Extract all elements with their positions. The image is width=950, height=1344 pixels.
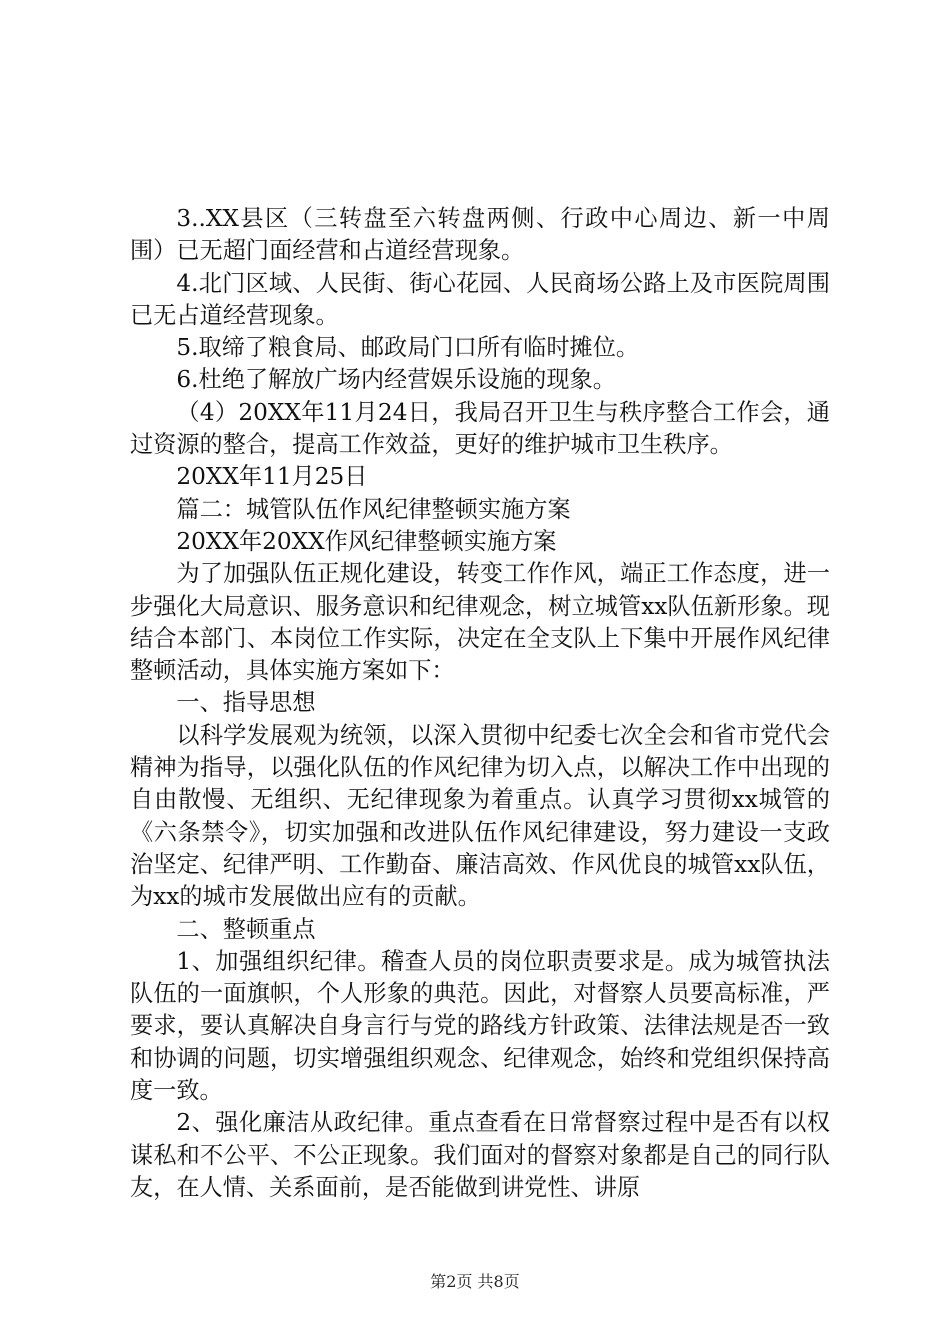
paragraph-organizational-discipline: 1、加强组织纪律。稽查人员的岗位职责要求是。成为城管执法队伍的一面旗帜，个人形象的典范。因此，对督察人员要高标准，严要求，要认真解决自身言行与党的路线方针政策、法律法规是否一致和协调的问题，切实增强组织观念、纪律观念，始终和党组织保持高度一致。 (130, 947, 830, 1105)
paragraph-date: 20XX年11月25日 (176, 463, 368, 491)
section-heading-part-two: 篇二：城管队伍作风纪律整顿实施方案 (176, 495, 571, 523)
page-number-footer: 第2页 共8页 (430, 1272, 520, 1291)
paragraph-integrity-discipline: 2、强化廉洁从政纪律。重点查看在日常督察过程中是否有以权谋私和不公平、不公正现象。我们面对的督察对象都是自己的同行队友，在人情、关系面前，是否能做到讲党性、讲原 (130, 1109, 830, 1201)
paragraph-item-6: 6.杜绝了解放广场内经营娱乐设施的现象。 (176, 366, 616, 394)
paragraph-guiding-ideology: 以科学发展观为统领，以深入贯彻中纪委七次全会和省市党代会精神为指导，以强化队伍的作风纪律为切入点，以解决工作中出现的自由散慢、无组织、无纪律现象为着重点。认真学习贯彻xx城管的《六条禁令》，切实加强和改进队伍作风纪律建设，努力建设一支政治坚定、纪律严明、工作勤奋、廉洁高效、作风优良的城管xx队伍，为xx的城市发展做出应有的贡献。 (130, 721, 830, 911)
paragraph-meeting: （4）20XX年11月24日，我局召开卫生与秩序整合工作会，通过资源的整合，提高工作效益，更好的维护城市卫生秩序。 (130, 398, 830, 459)
paragraph-item-4: 4.北门区域、人民街、街心花园、人民商场公路上及市医院周围已无占道经营现象。 (130, 269, 830, 329)
document-body (130, 203, 830, 1204)
plan-title: 20XX年20XX作风纪律整顿实施方案 (176, 527, 557, 555)
heading-guiding-ideology: 一、指导思想 (176, 689, 316, 717)
heading-rectification-focus: 二、整顿重点 (176, 915, 316, 943)
paragraph-item-3: 3..XX县区（三转盘至六转盘两侧、行政中心周边、新一中周围）已无超门面经营和占道经营现象。 (130, 205, 830, 265)
paragraph-item-5: 5.取缔了粮食局、邮政局门口所有临时摊位。 (176, 334, 640, 362)
paragraph-intro: 为了加强队伍正规化建设，转变工作作风，端正工作态度，进一步强化大局意识、服务意识和纪律观念，树立城管xx队伍新形象。现结合本部门、本岗位工作实际，决定在全支队上下集中开展作风纪律整顿活动，具体实施方案如下： (130, 560, 830, 685)
